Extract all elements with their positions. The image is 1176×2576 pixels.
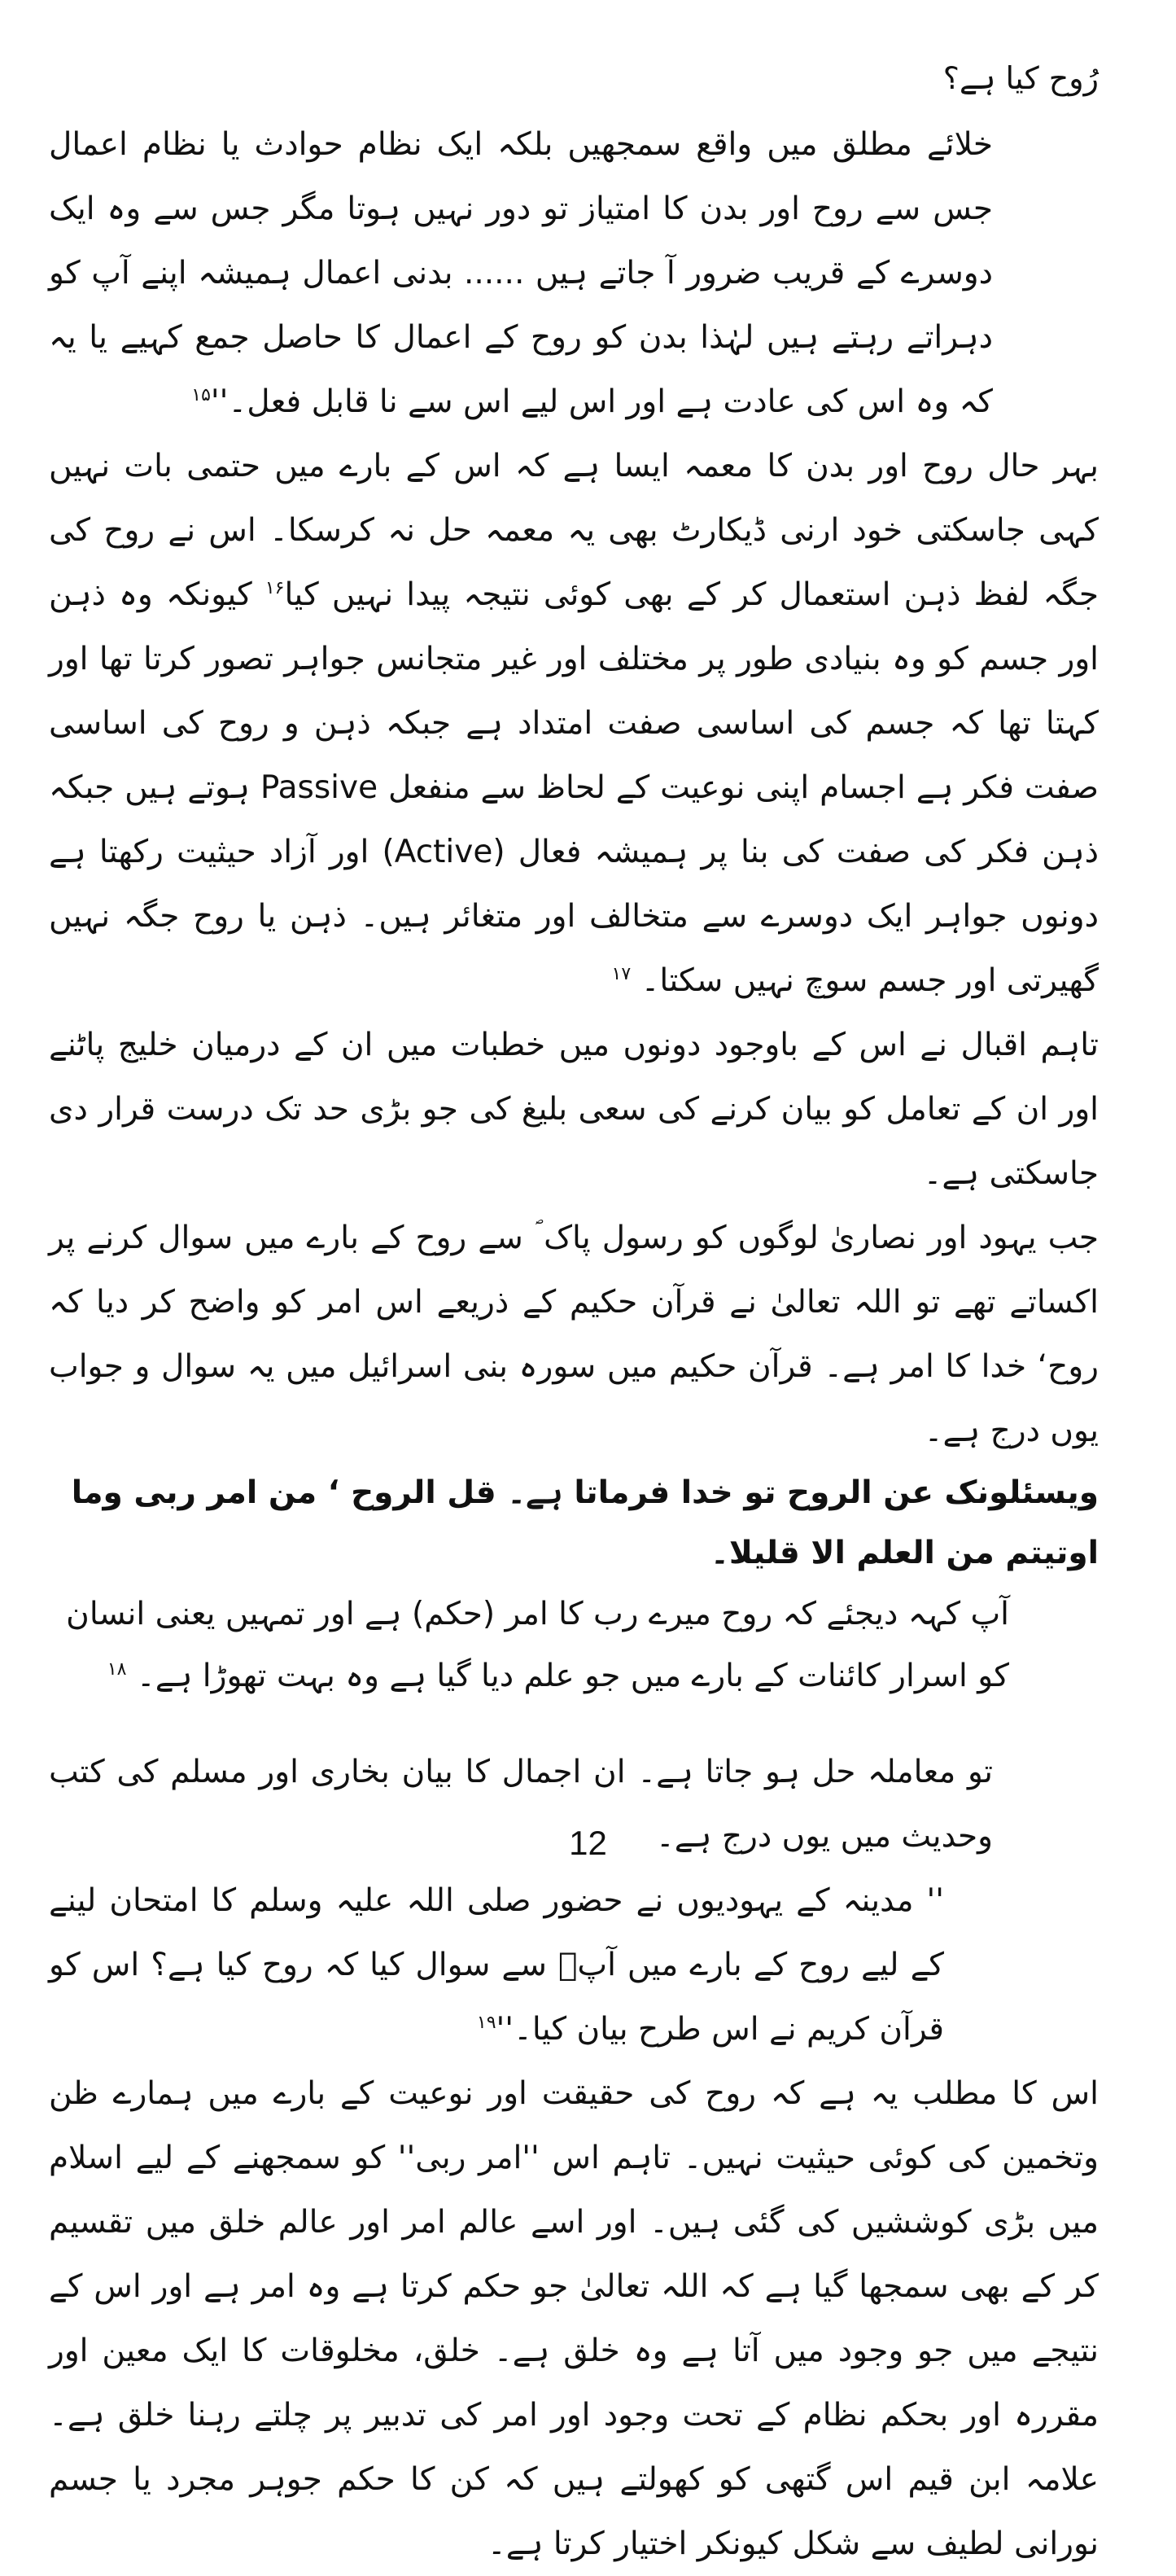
footnote-ref: ۱۵ (191, 385, 211, 405)
quran-verse: ویسئلونک عن الروح تو خدا فرماتا ہے۔ قل الروح ‘ من امر ربی وما اوتیتم من العلم الا قلیلا۔ (71, 1474, 1099, 1571)
body-paragraph (49, 2061, 1099, 2576)
body-paragraph (49, 434, 1099, 1013)
footnote-ref: ۱۶ (264, 578, 285, 598)
body-paragraph (49, 1206, 1099, 1463)
page-number: 12 (569, 1824, 607, 1862)
paragraph-text: کیونکہ وہ ذہن اور جسم کو وہ بنیادی طور پر مختلف اور غیر متجانس جواہر تصور کرتا تھا اور کہتا تھا کہ جسم کی اساسی صفت امتداد ہے جبکہ ذہن و روح کی اساسی صفت فکر ہے اجسام اپنی نوعیت کے لحاظ سے منفعل Passive ہوتے ہیں جبکہ ذہن فکر کی صفت کی بنا پر ہمیشہ فعال (Active) اور آزاد حیثیت رکھتا ہے دونوں جواہر ایک دوسرے سے متخالف اور متغائر ہیں۔ ذہن یا روح جگہ نہیں گھیرتی اور جسم سوچ نہیں سکتا۔ (49, 576, 1099, 999)
paragraph-text: اس کا مطلب یہ ہے کہ روح کی حقیقت اور نوعیت کے بارے میں ہمارے ظن وتخمین کی کوئی حیثیت نہیں۔ تاہم اس ''امر ربی'' کو سمجھنے کے لیے اسلام میں بڑی کوششیں کی گئی ہیں۔ اور اسے عالم امر اور عالم خلق میں تقسیم کر کے بھی سمجھا گیا ہے کہ اللہ تعالیٰ جو حکم کرتا ہے وہ امر ہے اور اس کے نتیجے میں جو وجود میں آتا ہے وہ خلق ہے۔ خلق، مخلوقات کا ایک معین اور مقررہ اور بحکم نظام کے تحت وجود اور امر کی تدبیر پر چلتے رہنا خلق ہے۔ علامہ ابن قیم اس گتھی کو کھولتے ہیں کہ کن کا حکم جوہر مجرد یا جسم نورانی لطیف سے شکل کیونکر اختیار کرتا ہے۔ (49, 2075, 1099, 2562)
hadith-quote (49, 1868, 1099, 2061)
paragraph-text: تاہم اقبال نے اس کے باوجود دونوں میں خطبات میں ان کے درمیان خلیج پاٹنے اور ان کے تعامل کو بیان کرنے کی سعی بلیغ کی جو بڑی حد تک درست قرار دی جاسکتی ہے۔ (49, 1027, 1099, 1192)
verse-translation (49, 1584, 1099, 1707)
footnote-ref: ۱۹ (476, 2013, 496, 2033)
block-quote-paragraph (49, 112, 1099, 434)
block-quote-text: خلائے مطلق میں واقع سمجھیں بلکہ ایک نظام حوادث یا نظام اعمال جس سے روح اور بدن کا امتیاز تو دور نہیں ہوتا مگر جس سے وہ ایک دوسرے کے قریب ضرور آ جاتے ہیں ...... بدنی اعمال ہمیشہ اپنے آپ کو دہراتے رہتے ہیں لہٰذا بدن کو روح کے اعمال کا حاصل جمع کہیے یا یہ کہ وہ اس کی عادت ہے اور اس لیے اس سے نا قابل فعل۔'' (49, 126, 993, 420)
spacer (49, 1707, 1099, 1740)
body-paragraph (49, 1013, 1099, 1206)
section-heading: رُوح کیا ہے؟ (942, 60, 1099, 96)
hadith-text: '' مدینہ کے یہودیوں نے حضور صلی اللہ علیہ وسلم کا امتحان لینے کے لیے روح کے بارے میں آپؐ سے سوال کیا کہ روح کیا ہے؟ اس کو قرآن کریم نے اس طرح بیان کیا۔'' (49, 1882, 944, 2048)
paragraph-text: جب یہود اور نصاریٰ لوگوں کو رسول پاک ؐ سے روح کے بارے میں سوال کرنے پر اکساتے تھے تو اللہ تعالیٰ نے قرآن حکیم کے ذریعے اس امر کو واضح کر دیا کہ روح‘ خدا کا امر ہے۔ قرآن حکیم میں سورہ بنی اسرائیل میں یہ سوال و جواب یوں درج ہے۔ (49, 1220, 1099, 1449)
footnote-ref: ۱۸ (107, 1659, 127, 1680)
paragraph-text: بہر حال روح اور بدن کا معمہ ایسا ہے کہ اس کے بارے میں حتمی بات نہیں کہی جاسکتی خود ارنی ڈیکارٹ بھی یہ معمہ حل نہ کرسکا۔ اس نے روح کی جگہ لفظ ذہن استعمال کر کے بھی کوئی نتیجہ پیدا نہیں کیا (49, 448, 1099, 613)
footnote-ref: ۱۷ (611, 964, 632, 984)
translation-text: آپ کہہ دیجئے کہ روح میرے رب کا امر (حکم) ہے اور تمہیں یعنی انسان کو اسرار کائنات کے بارے میں جو علم دیا گیا ہے وہ بہت تھوڑا ہے۔ (66, 1596, 1009, 1694)
paragraph-text: تو معاملہ حل ہو جاتا ہے۔ ان اجمال کا بیان بخاری اور مسلم کی کتب وحدیث میں یوں درج ہے۔ (49, 1754, 993, 1855)
